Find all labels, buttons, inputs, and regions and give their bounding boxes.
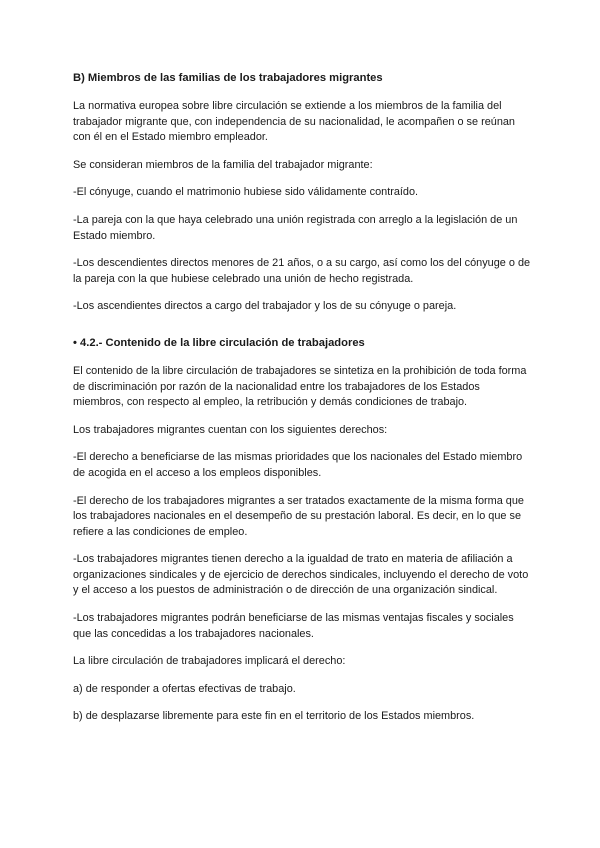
paragraph: Se consideran miembros de la familia del trabajador migrante: xyxy=(73,158,373,171)
paragraph: La normativa europea sobre libre circulación se extiende a los miembros de la familia del trabajador migrante que, con independencia de su nacionalidad, le acompañen o se reúnan con él en el Estado miembro empleador. xyxy=(73,100,515,144)
section-4-2-heading: • 4.2.- Contenido de la libre circulación de trabajadores xyxy=(73,336,365,349)
paragraph: La libre circulación de trabajadores implicará el derecho: xyxy=(73,655,346,668)
list-item: -Los trabajadores migrantes tienen derecho a la igualdad de trato en materia de afiliación a organizaciones sindicales y de ejercicio de derechos sindicales, incluyendo el derecho de voto y el acceso a los puestos de administración o de dirección de una organización sindical. xyxy=(73,553,529,597)
list-item: -Los ascendientes directos a cargo del trabajador y los de su cónyuge o pareja. xyxy=(73,300,457,313)
list-item: b) de desplazarse libremente para este fin en el territorio de los Estados miembros. xyxy=(73,710,475,723)
list-item: -La pareja con la que haya celebrado una unión registrada con arreglo a la legislación de un Estado miembro. xyxy=(73,213,518,242)
list-item: -El cónyuge, cuando el matrimonio hubiese sido válidamente contraído. xyxy=(73,186,419,199)
list-item: -Los trabajadores migrantes podrán beneficiarse de las mismas ventajas fiscales y sociales que las concedidas a los trabajadores nacionales. xyxy=(73,612,514,640)
section-b-heading: B) Miembros de las familias de los trabajadores migrantes xyxy=(73,72,383,84)
list-item: a) de responder a ofertas efectivas de trabajo. xyxy=(73,682,296,695)
paragraph: El contenido de la libre circulación de trabajadores se sintetiza en la prohibición de toda forma de discriminación por razón de la nacionalidad entre los trabajadores de los Estados miembros, con respecto al empleo, la retribución y demás condiciones de trabajo. xyxy=(73,364,527,409)
list-item: -El derecho a beneficiarse de las mismas prioridades que los nacionales del Estado miembro de acogida en el acceso a los empleos disponibles. xyxy=(73,451,523,479)
document-body xyxy=(73,71,531,725)
list-item: -El derecho de los trabajadores migrantes a ser tratados exactamente de la misma forma que los trabajadores nacionales en el desempeño de su prestación laboral. Es decir, en lo que se refiere a las condiciones de empleo. xyxy=(73,494,524,538)
list-item: -Los descendientes directos menores de 21 años, o a su cargo, así como los del cónyuge o de la pareja con la que hubiese celebrado una unión de hecho registrada. xyxy=(73,257,531,285)
paragraph: Los trabajadores migrantes cuentan con los siguientes derechos: xyxy=(73,423,388,436)
